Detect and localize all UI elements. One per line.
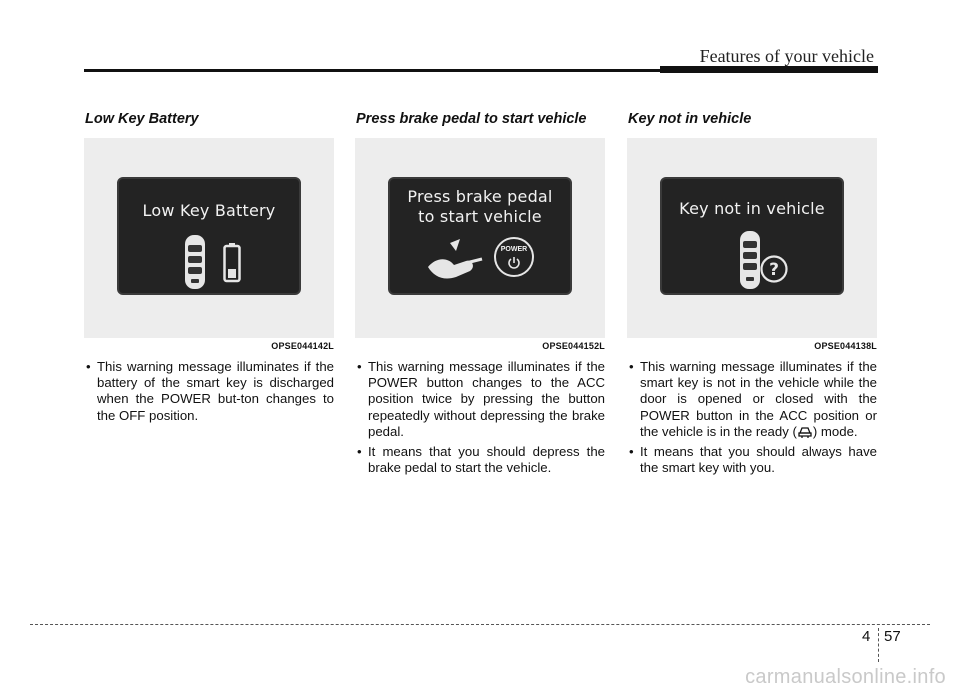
section-title: Key not in vehicle bbox=[628, 111, 752, 127]
cluster-display bbox=[660, 177, 844, 295]
list-item: • This warning message illuminates if the battery of the smart key is discharged when the POWER but-ton changes to the OFF position. bbox=[86, 359, 334, 423]
display-message: Key not in vehicle bbox=[679, 199, 825, 218]
bullet-text: This warning message illuminates if the POWER button changes to the ACC position twice by pressing the button repeatedly without depressing the brake pedal. bbox=[368, 359, 605, 439]
low-battery-icon bbox=[223, 243, 241, 283]
section-title: Press brake pedal to start vehicle bbox=[356, 111, 587, 127]
power-button-icon bbox=[494, 237, 534, 277]
bullet-list bbox=[84, 359, 334, 424]
figure-code: OPSE044142L bbox=[271, 341, 334, 351]
bullet-list bbox=[355, 359, 605, 476]
cluster-display bbox=[388, 177, 572, 295]
bullet-text: It means that you should depress the brake pedal to start the vehicle. bbox=[368, 444, 605, 476]
section-key-not-in-vehicle bbox=[627, 108, 877, 480]
question-mark-icon bbox=[760, 255, 788, 283]
ready-car-icon bbox=[797, 426, 813, 438]
smart-key-icon bbox=[179, 233, 211, 291]
display-message: Low Key Battery bbox=[142, 201, 276, 220]
footer-rule bbox=[30, 624, 930, 625]
figure-code: OPSE044138L bbox=[814, 341, 877, 351]
warning-figure bbox=[84, 138, 334, 338]
section-press-brake-pedal bbox=[355, 108, 605, 480]
bullet-text: This warning message illuminates if the battery of the smart key is discharged when the POWER but-ton changes to the OFF position. bbox=[97, 359, 334, 423]
figure-code: OPSE044152L bbox=[542, 341, 605, 351]
cluster-display bbox=[117, 177, 301, 295]
watermark: carmanualsonline.info bbox=[745, 666, 946, 688]
header-rule bbox=[84, 69, 660, 72]
bullet-text: It means that you should always have the smart key with you. bbox=[640, 444, 877, 476]
warning-figure bbox=[355, 138, 605, 338]
section-low-key-battery bbox=[84, 108, 334, 428]
brake-pedal-icon bbox=[426, 237, 490, 281]
bullet-text: This warning message illuminates if the smart key is not in the vehicle while the door is opened or closed with the POWER button in the ACC position or the vehicle is in the ready ( bbox=[640, 359, 877, 439]
power-button-label: POWER bbox=[500, 246, 528, 253]
page-number: 57 bbox=[884, 628, 901, 645]
section-title: Low Key Battery bbox=[85, 111, 199, 127]
warning-figure bbox=[627, 138, 877, 338]
bullet-text-end: ) mode. bbox=[812, 423, 858, 439]
header-rule-accent bbox=[660, 66, 878, 73]
chapter-number: 4 bbox=[862, 628, 871, 645]
list-item: • It means that you should always have the smart key with you. bbox=[629, 444, 877, 476]
footer-divider bbox=[878, 628, 879, 662]
power-symbol-icon bbox=[508, 256, 520, 270]
list-item: • This warning message illuminates if the smart key is not in the vehicle while the door is opened or closed with the POWER button in the ACC position or the vehicle is in the ready ( ) mode. bbox=[629, 359, 877, 439]
display-message-line-1: Press brake pedal bbox=[407, 187, 553, 206]
list-item: • This warning message illuminates if the POWER button changes to the ACC position twice by pressing the button repeatedly without depressing the brake pedal. bbox=[357, 359, 605, 439]
header-title: Features of your vehicle bbox=[699, 46, 874, 66]
display-message-line-2: to start vehicle bbox=[418, 207, 542, 226]
bullet-list bbox=[627, 359, 877, 476]
list-item: • It means that you should depress the brake pedal to start the vehicle. bbox=[357, 444, 605, 476]
svg-text:?: ? bbox=[769, 260, 779, 280]
